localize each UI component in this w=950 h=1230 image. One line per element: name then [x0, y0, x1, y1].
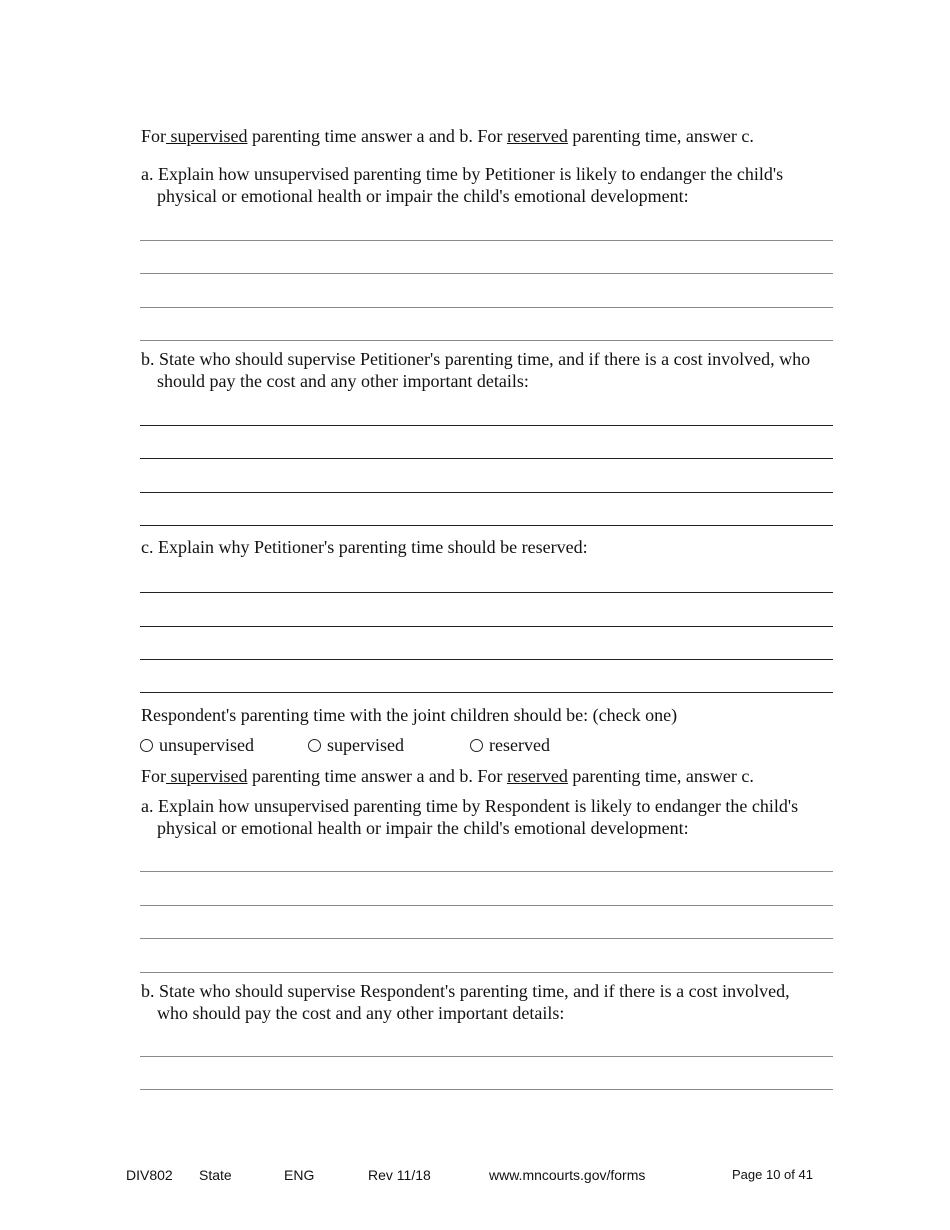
respondent-question: Respondent's parenting time with the joint children should be: (check one): [141, 705, 678, 725]
answer-line[interactable]: [140, 307, 833, 308]
footer-url[interactable]: www.mncourts.gov/forms: [489, 1167, 646, 1183]
answer-line[interactable]: [140, 492, 833, 493]
radio-unsupervised[interactable]: unsupervised: [140, 734, 254, 756]
footer-language: ENG: [284, 1167, 315, 1183]
answer-line[interactable]: [140, 972, 833, 973]
radio-circle-icon[interactable]: [140, 739, 153, 752]
radio-reserved[interactable]: reserved: [470, 734, 550, 756]
answer-line[interactable]: [140, 1056, 833, 1057]
footer-form-id: DIV802: [126, 1167, 173, 1183]
answer-line[interactable]: [140, 1089, 833, 1090]
respondent-question-b: b. State who should supervise Respondent's parenting time, and if there is a cost involved, who should pay the cost and any other important details:: [141, 981, 790, 1023]
respondent-question-a: a. Explain how unsupervised parenting time by Respondent is likely to endanger the child's physical or emotional health or impair the child's emotional development:: [141, 796, 799, 838]
answer-line[interactable]: [140, 626, 833, 627]
answer-line[interactable]: [140, 938, 833, 939]
respondent-instruction: For supervised parenting time answer a and b. For reserved parenting time, answer c.: [141, 766, 754, 786]
petitioner-question-c: c. Explain why Petitioner's parenting time should be reserved:: [141, 537, 588, 557]
radio-circle-icon[interactable]: [308, 739, 321, 752]
answer-line[interactable]: [140, 273, 833, 274]
answer-line[interactable]: [140, 340, 833, 341]
footer-page-number: Page 10 of 41: [732, 1167, 813, 1182]
petitioner-instruction: For supervised parenting time answer a and b. For reserved parenting time, answer c.: [141, 126, 754, 146]
radio-supervised[interactable]: supervised: [308, 734, 404, 756]
petitioner-question-a: a. Explain how unsupervised parenting time by Petitioner is likely to endanger the child's physical or emotional health or impair the child's emotional development:: [141, 164, 784, 206]
answer-line[interactable]: [140, 240, 833, 241]
radio-circle-icon[interactable]: [470, 739, 483, 752]
answer-line[interactable]: [140, 425, 833, 426]
answer-line[interactable]: [140, 592, 833, 593]
footer-revision: Rev 11/18: [368, 1167, 431, 1183]
answer-line[interactable]: [140, 525, 833, 526]
answer-line[interactable]: [140, 692, 833, 693]
petitioner-question-b: b. State who should supervise Petitioner's parenting time, and if there is a cost involved, who should pay the cost and any other important details:: [141, 349, 811, 391]
footer-state: State: [199, 1167, 232, 1183]
answer-line[interactable]: [140, 905, 833, 906]
answer-line[interactable]: [140, 659, 833, 660]
answer-line[interactable]: [140, 871, 833, 872]
answer-line[interactable]: [140, 458, 833, 459]
